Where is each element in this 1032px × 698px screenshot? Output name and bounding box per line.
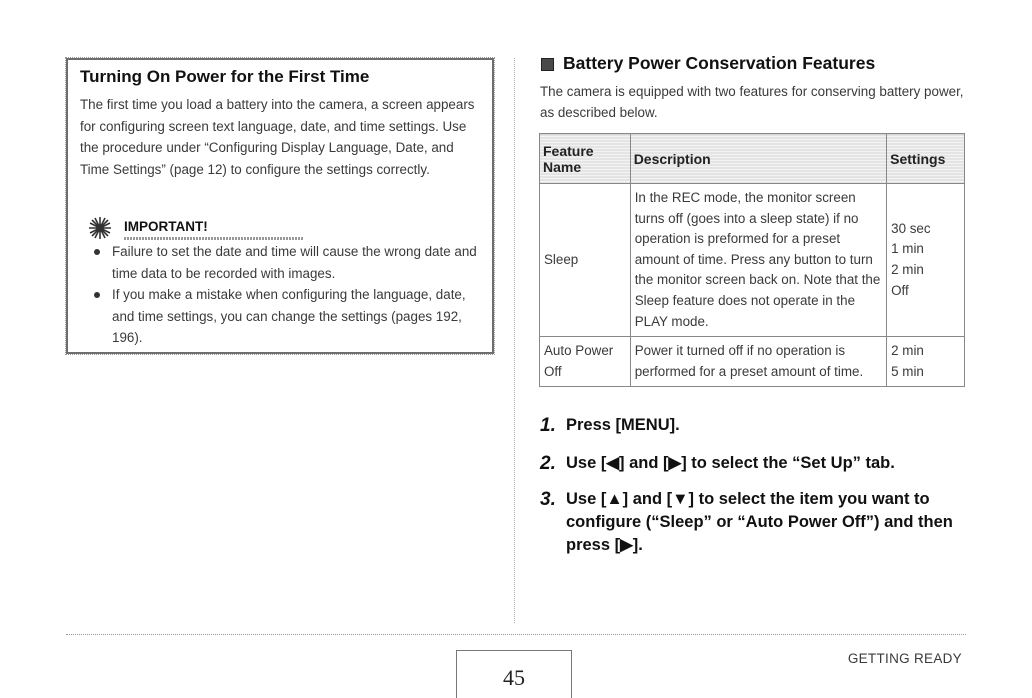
section-intro: The camera is equipped with two features for conserving battery power, as described below. — [540, 84, 964, 120]
table-row — [540, 184, 965, 337]
step-2: 2. Use [◀] and [▶] to select the “Set Up” tab. — [540, 453, 895, 474]
step-3: 3. Use [▲] and [▼] to select the item you want to configure (“Sleep” or “Auto Power Off”) and then press [▶]. — [540, 489, 953, 554]
feature-table — [539, 133, 965, 387]
table-header-row — [540, 134, 965, 184]
section-title: Battery Power Conservation Features — [563, 53, 876, 73]
feature-name-cell: Sleep — [540, 184, 631, 337]
footer-rule — [66, 634, 966, 635]
header-settings: Settings — [887, 134, 965, 184]
feature-name-cell: Auto Power Off — [540, 337, 631, 387]
column-divider — [514, 58, 515, 623]
table-row — [540, 337, 965, 387]
important-label: IMPORTANT! — [124, 219, 208, 234]
important-star-icon — [88, 216, 112, 240]
important-underline — [124, 237, 304, 240]
note-body: The first time you load a battery into the camera, a screen appears for configuring screen text language, date, and time settings. Use the procedure under “Configuring Display Language, Date, and Time Settings” (page 12) to configure the settings correctly. — [80, 97, 475, 177]
important-bullet-list — [86, 241, 488, 349]
settings-cell: 2 min 5 min — [887, 337, 965, 387]
page-number: 45 — [503, 665, 525, 690]
page-number-box — [456, 650, 572, 698]
header-feature-name: Feature Name — [540, 134, 631, 184]
description-cell: Power it turned off if no operation is performed for a preset amount of time. — [630, 337, 886, 387]
footer-section-name: GETTING READY — [847, 651, 962, 666]
settings-cell: 30 sec 1 min 2 min Off — [887, 184, 965, 337]
section-marker-icon — [541, 58, 554, 71]
list-item: If you make a mistake when configuring the language, date, and time settings, you can change the settings (pages 192, 196). — [86, 284, 488, 349]
step-1: 1. Press [MENU]. — [540, 415, 680, 436]
note-title: Turning On Power for the First Time — [80, 67, 370, 86]
list-item: Failure to set the date and time will cause the wrong date and time data to be recorded with images. — [86, 241, 488, 284]
header-description: Description — [630, 134, 886, 184]
description-cell: In the REC mode, the monitor screen turns off (goes into a sleep state) if no operation is preformed for a preset amount of time. Press any button to turn the monitor screen back on. Note that the Sleep feature does not operate in the PLAY mode. — [630, 184, 886, 337]
note-box — [66, 58, 494, 354]
